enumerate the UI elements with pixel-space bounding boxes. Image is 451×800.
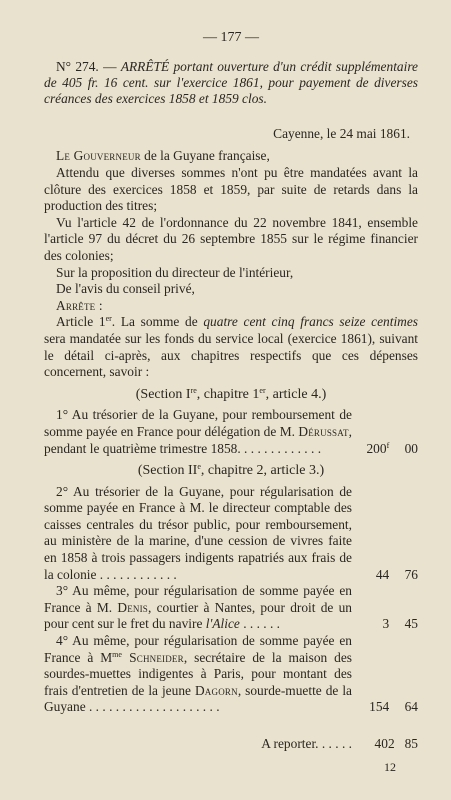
- line-item-4-amount: 154 64: [369, 699, 418, 715]
- date-line: Cayenne, le 24 mai 1861.: [273, 125, 410, 141]
- section-heading-1: (Section Ire, chapitre 1er, article 4.): [135, 385, 327, 402]
- line-item-1: 1° Au trésorier de la Guyane, pour remboursement de somme payée en France pour délégation de M. Dérussat, pendant le quatrième trimestre 1858. . . . . . . . . . . . . 200$^f$ 00: [44, 407, 418, 456]
- carry-forward-label: A reporter. . . . . .: [261, 736, 352, 751]
- article-1: Article 1er. La somme de quatre cent cinq francs seize centimes sera mandatée sur les fonds du service local (exercice 1861), suivant le détail ci-après, aux chapitres respectifs que ces dépenses concernent, savoir :: [44, 314, 418, 380]
- preamble-gouverneur: Le Gouverneur de la Guyane française,: [56, 148, 270, 164]
- line-item-3-amount: 3 45: [382, 616, 418, 632]
- section-heading-2: (Section IIe, chapitre 2, article 3.): [137, 462, 325, 479]
- decree-title: N° 274. — ARRÊTÉ portant ouverture d'un crédit supplémentaire de 405 fr. 16 cent. sur l'exercice 1861, pour payement de diverses créances des exercices 1858 et 1859 clos.: [44, 58, 418, 107]
- preamble-sur: Sur la proposition du directeur de l'intérieur,: [56, 264, 294, 280]
- page-number: — 177 —: [203, 30, 259, 45]
- carry-forward-amount: 402 85: [374, 736, 418, 751]
- line-item-2: 2° Au trésorier de la Guyane, pour régularisation de somme payée en France à M. le directeur comptable des caisses centrales du trésor public, pour remboursement, au ministère de la marine, d'une cession de vivres faite en 1858 à trois passagers indigents rapatriés aux frais de la colonie . . . . . . . . . . . . 44 76: [44, 483, 418, 582]
- line-item-2-amount: 44 76: [375, 566, 418, 582]
- preamble-arrete: Arrête :: [56, 297, 103, 313]
- preamble-attendu: Attendu que diverses sommes n'ont pu être mandatées avant la clôture des exercices 1858 et 1859, par suite de retards dans la production des titres;: [44, 165, 418, 214]
- decree-number: N° 274.: [56, 58, 99, 74]
- signature-mark: 12: [384, 759, 396, 774]
- amount-in-words: quatre cent cinq francs seize centimes: [203, 314, 418, 330]
- preamble-vu: Vu l'article 42 de l'ordonnance du 22 novembre 1841, ensemble l'article 97 du décret du 26 septembre 1855 sur le régime financier des colonies;: [44, 214, 418, 263]
- line-item-4: 4° Au même, pour régularisation de somme payée en France à $M^{me}$ Schneider, secrétaire de la maison des sourdes-muettes indigentes à Paris, pour montant des frais d'entretien de la jeune Dagorn, sourde-muette de la Guyane . . . . . . . . . . . . . . . . . . . . 154 64: [44, 633, 418, 715]
- decree-title-text: ARRÊTÉ portant ouverture d'un crédit supplémentaire de 405 fr. 16 cent. sur l'exercice 1861, pour payement de diverses créances des exercices 1858 et 1859 clos.: [44, 58, 418, 107]
- carry-forward: [44, 736, 418, 753]
- preamble-avis: De l'avis du conseil privé,: [56, 281, 195, 297]
- line-item-3: 3° Au même, pour régularisation de somme payée en France à M. Denis, courtier à Nantes, pour droit de un pour cent sur le fret du navire l'Alice . . . . . . 3 45: [44, 583, 418, 632]
- line-item-1-amount: 200$^f$ 00: [366, 440, 418, 456]
